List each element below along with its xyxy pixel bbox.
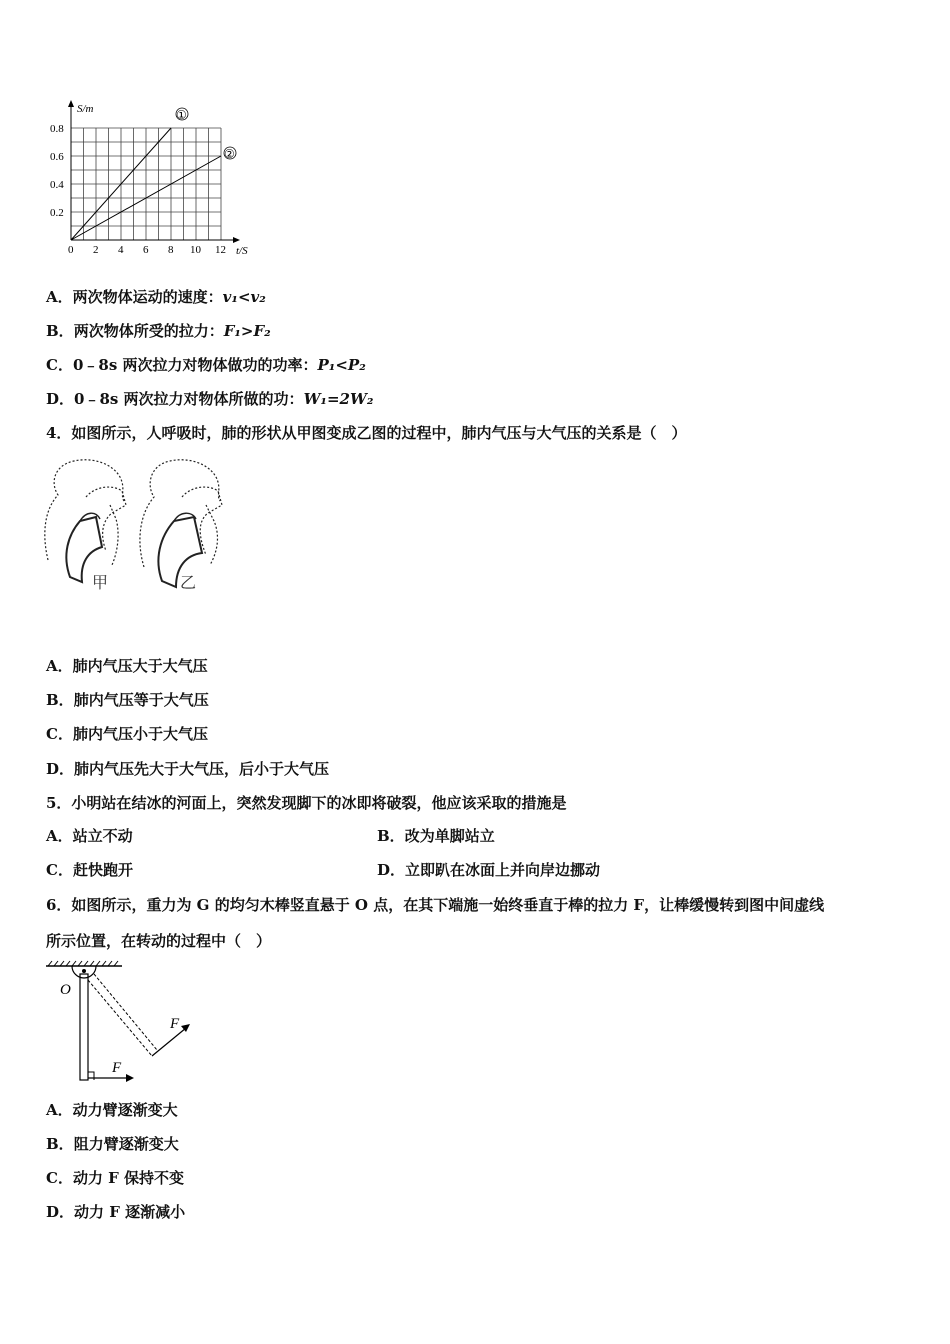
y-tick-label: 0.8 — [50, 123, 64, 135]
line1-label: ① — [176, 108, 187, 122]
distance-time-graph — [40, 100, 270, 265]
label-o: O — [60, 982, 71, 998]
option-text: 肺内气压小于大气压 — [72, 725, 208, 743]
x-tick-label: 2 — [93, 244, 99, 256]
option-text: 动力 F 保持不变 — [72, 1169, 185, 1187]
q5-stem: 5．小明站在结冰的河面上，突然发现脚下的冰即将破裂，他应该采取的措施是 — [46, 794, 567, 812]
force-arrow-bottom-head — [126, 1074, 134, 1082]
option-text: 0﹣8s 两次拉力对物体所做的功： — [74, 390, 304, 408]
pivot-point — [82, 969, 86, 973]
lung-label-yi: 乙 — [180, 573, 197, 592]
option-letter: C． — [46, 725, 73, 743]
label-f-bottom: F — [112, 1060, 122, 1076]
option-letter: A． — [46, 657, 73, 675]
q3-option-d[interactable] — [46, 389, 373, 409]
q3-option-b[interactable] — [46, 321, 271, 341]
q6-stem-line2: 所示位置，在转动的过程中（ ） — [46, 932, 272, 950]
x-axis-arrow — [233, 237, 240, 243]
lung-jia-drawing — [45, 460, 126, 582]
option-text: 0﹣8s 两次拉力对物体做功的功率： — [72, 356, 318, 374]
option-text: 肺内气压先大于大气压，后小于大气压 — [74, 760, 330, 778]
q4-option-c[interactable] — [46, 724, 208, 744]
q3-option-c[interactable] — [46, 355, 366, 375]
q6-option-c[interactable] — [46, 1168, 184, 1188]
q5-option-a[interactable] — [46, 826, 133, 846]
option-text: 站立不动 — [72, 827, 133, 845]
right-angle-mark — [88, 1072, 94, 1080]
x-tick-label: 0 — [68, 244, 74, 256]
y-tick-label: 0.4 — [50, 179, 64, 191]
y-axis-arrow — [68, 100, 74, 107]
option-formula: F₁>F₂ — [223, 322, 271, 340]
x-tick-label: 12 — [215, 244, 226, 256]
q4-option-b[interactable] — [46, 690, 209, 710]
label-f-rotated: F — [170, 1016, 180, 1032]
option-formula: P₁<P₂ — [317, 356, 366, 374]
q6-option-d[interactable] — [46, 1202, 185, 1222]
option-formula: W₁=2W₂ — [303, 390, 374, 408]
x-axis-label: t/S — [236, 245, 248, 257]
option-text: 动力 F 逐渐减小 — [74, 1203, 186, 1221]
y-tick-label: 0.6 — [50, 151, 64, 163]
q3-option-a[interactable] — [46, 287, 266, 307]
option-text: 肺内气压大于大气压 — [72, 657, 208, 675]
option-letter: C． — [46, 1169, 73, 1187]
q6-stem-line1: 6．如图所示，重力为 G 的均匀木棒竖直悬于 O 点，在其下端施一始终垂直于棒的拉力 F，让棒缓慢转到图中间虚线 — [46, 896, 825, 914]
option-letter: D． — [46, 390, 75, 408]
x-tick-label: 10 — [190, 244, 201, 256]
option-letter: B． — [46, 1135, 74, 1153]
lung-figure — [40, 455, 230, 600]
rotated-rod-dashed — [88, 974, 157, 1056]
graph-grid — [71, 128, 221, 240]
lung-yi-drawing — [140, 460, 222, 587]
option-letter: B． — [377, 827, 405, 845]
option-text: 两次物体所受的拉力： — [73, 322, 224, 340]
force-arrow-rotated — [152, 1028, 186, 1056]
lever-figure — [44, 960, 204, 1085]
option-letter: B． — [46, 691, 74, 709]
option-letter: A． — [46, 1101, 73, 1119]
q6-option-b[interactable] — [46, 1134, 179, 1154]
option-text: 肺内气压等于大气压 — [73, 691, 209, 709]
option-letter: D． — [46, 760, 75, 778]
vertical-rod — [80, 974, 88, 1080]
option-text: 赶快跑开 — [72, 861, 133, 879]
option-text: 阻力臂逐渐变大 — [73, 1135, 179, 1153]
lung-label-jia: 甲 — [92, 573, 109, 592]
option-text: 两次物体运动的速度： — [72, 288, 223, 306]
x-tick-label: 8 — [168, 244, 174, 256]
option-text: 立即趴在冰面上并向岸边挪动 — [405, 861, 601, 879]
y-tick-label: 0.2 — [50, 207, 64, 219]
option-letter: A． — [46, 288, 73, 306]
option-formula: v₁<v₂ — [222, 288, 266, 306]
option-letter: D． — [46, 1203, 75, 1221]
option-letter: A． — [46, 827, 73, 845]
q4-stem: 4．如图所示，人呼吸时，肺的形状从甲图变成乙图的过程中，肺内气压与大气压的关系是（ ） — [46, 424, 687, 442]
q5-option-d[interactable] — [377, 860, 600, 880]
option-text: 改为单脚站立 — [404, 827, 495, 845]
option-letter: D． — [377, 861, 406, 879]
q4-option-a[interactable] — [46, 656, 208, 676]
line2-label: ② — [224, 147, 235, 161]
q5-option-b[interactable] — [377, 826, 495, 846]
option-text: 动力臂逐渐变大 — [72, 1101, 178, 1119]
x-tick-label: 4 — [118, 244, 124, 256]
option-letter: C． — [46, 861, 73, 879]
option-letter: B． — [46, 322, 74, 340]
x-tick-label: 6 — [143, 244, 149, 256]
q4-option-d[interactable] — [46, 759, 329, 779]
option-letter: C． — [46, 356, 73, 374]
y-axis-label: S/m — [77, 103, 94, 115]
q6-option-a[interactable] — [46, 1100, 178, 1120]
q5-option-c[interactable] — [46, 860, 133, 880]
